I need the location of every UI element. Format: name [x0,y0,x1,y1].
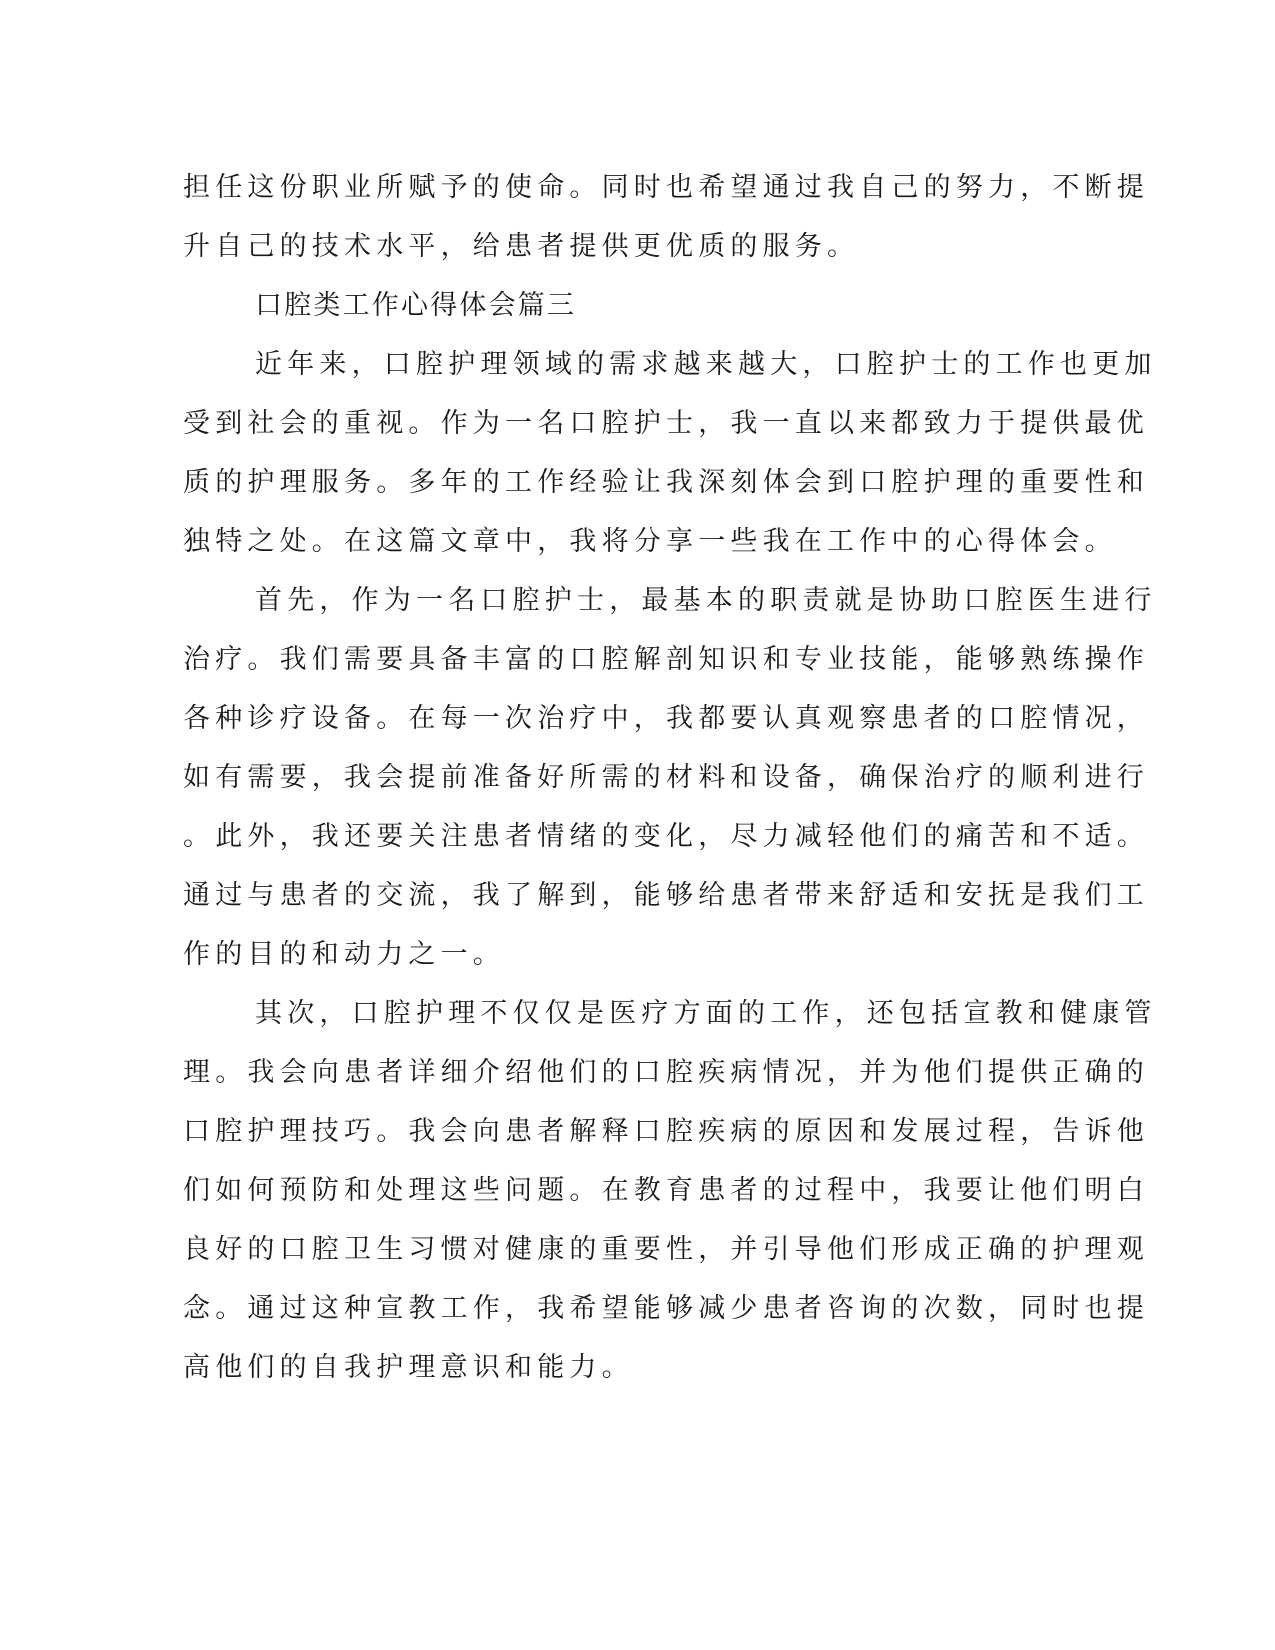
document-body [183,158,1157,1397]
paragraph-start-line: 首先，作为一名口腔护士，最基本的职责就是协助口腔医生进行 [255,585,1157,616]
text-line: 治疗。我们需要具备丰富的口腔解剖知识和专业技能，能够熟练操作 [183,644,1149,675]
text-line: 良好的口腔卫生习惯对健康的重要性，并引导他们形成正确的护理观 [183,1234,1149,1265]
text-line: 念。通过这种宣教工作，我希望能够减少患者咨询的次数，同时也提 [183,1293,1149,1324]
text-line: 高他们的自我护理意识和能力。 [183,1352,634,1383]
text-line: 各种诊疗设备。在每一次治疗中，我都要认真观察患者的口腔情况， [183,703,1149,734]
text-line: 通过与患者的交流，我了解到，能够给患者带来舒适和安抚是我们工 [183,880,1149,911]
text-line: 理。我会向患者详细介绍他们的口腔疾病情况，并为他们提供正确的 [183,1057,1149,1088]
text-line: 担任这份职业所赋予的使命。同时也希望通过我自己的努力，不断提 [183,172,1149,203]
text-line: 们如何预防和处理这些问题。在教育患者的过程中，我要让他们明白 [183,1175,1149,1206]
paragraph-start-line: 近年来，口腔护理领域的需求越来越大，口腔护士的工作也更加 [255,349,1157,380]
section-heading: 口腔类工作心得体会篇三 [255,290,577,321]
text-line: 受到社会的重视。作为一名口腔护士，我一直以来都致力于提供最优 [183,408,1149,439]
paragraph-start-line: 其次，口腔护理不仅仅是医疗方面的工作，还包括宣教和健康管 [255,998,1157,1029]
text-line: 。此外，我还要关注患者情绪的变化，尽力减轻他们的痛苦和不适。 [183,821,1149,852]
text-line: 口腔护理技巧。我会向患者解释口腔疾病的原因和发展过程，告诉他 [183,1116,1149,1147]
text-line: 质的护理服务。多年的工作经验让我深刻体会到口腔护理的重要性和 [183,467,1149,498]
text-line: 升自己的技术水平，给患者提供更优质的服务。 [183,231,860,262]
text-line: 如有需要，我会提前准备好所需的材料和设备，确保治疗的顺利进行 [183,762,1149,793]
text-line: 独特之处。在这篇文章中，我将分享一些我在工作中的心得体会。 [183,526,1117,557]
text-line: 作的目的和动力之一。 [183,939,505,970]
